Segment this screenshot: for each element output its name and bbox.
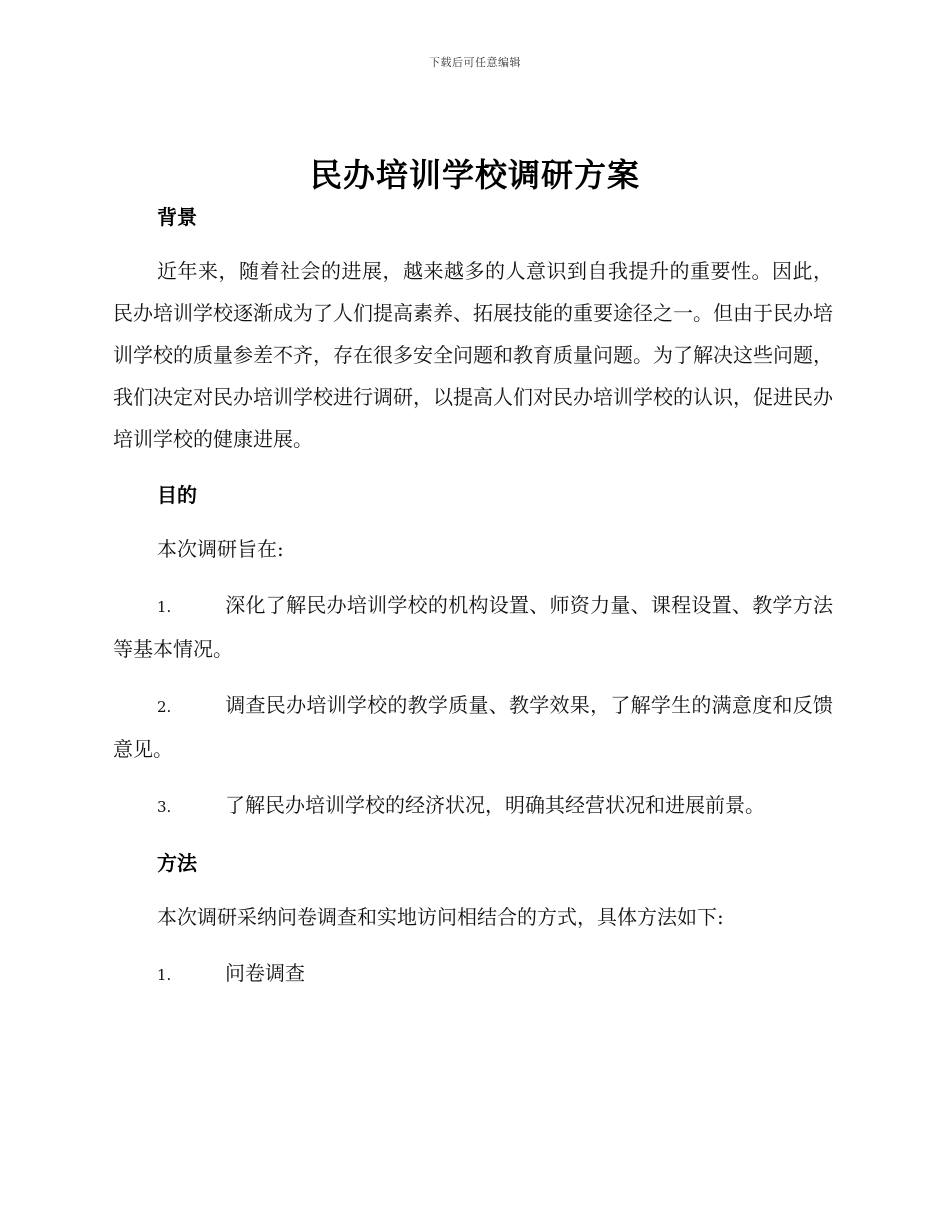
list-item-text: 深化了解民办培训学校的机构设置、师资力量、课程设置、教学方法等基本情况。	[113, 593, 833, 661]
background-paragraph: 近年来，随着社会的进展，越来越多的人意识到自我提升的重要性。因此，民办培训学校逐渐成为了人们提高素养、拓展技能的重要途径之一。但由于民办培训学校的质量参差不齐，存在很多安全问题和教育质量问题。为了解决这些问题，我们决定对民办培训学校进行调研，以提高人们对民办培训学校的认识，促进民办培训学校的健康进展。	[113, 259, 833, 451]
section-heading-method: 方法	[157, 851, 197, 875]
list-number: 1.	[157, 598, 172, 616]
purpose-list-item	[113, 684, 833, 770]
section-heading-background: 背景	[157, 205, 197, 229]
purpose-intro: 本次调研旨在:	[157, 537, 284, 561]
purpose-list-item	[113, 784, 833, 828]
section-heading-purpose: 目的	[157, 483, 197, 507]
method-intro: 本次调研采纳问卷调查和实地访问相结合的方式，具体方法如下:	[157, 905, 724, 929]
list-number: 3.	[157, 798, 172, 816]
list-item-text: 调查民办培训学校的教学质量、教学效果，了解学生的满意度和反馈意见。	[113, 693, 833, 761]
document-body	[113, 196, 833, 996]
purpose-list-item	[113, 584, 833, 670]
list-number: 1.	[157, 966, 172, 984]
document-title: 民办培训学校调研方案	[309, 156, 640, 194]
header-note: 下载后可任意编辑	[429, 56, 521, 69]
list-number: 2.	[157, 698, 172, 716]
method-list-item	[113, 952, 833, 996]
list-item-text: 问卷调查	[225, 961, 305, 985]
list-item-text: 了解民办培训学校的经济状况，明确其经营状况和进展前景。	[225, 793, 765, 817]
